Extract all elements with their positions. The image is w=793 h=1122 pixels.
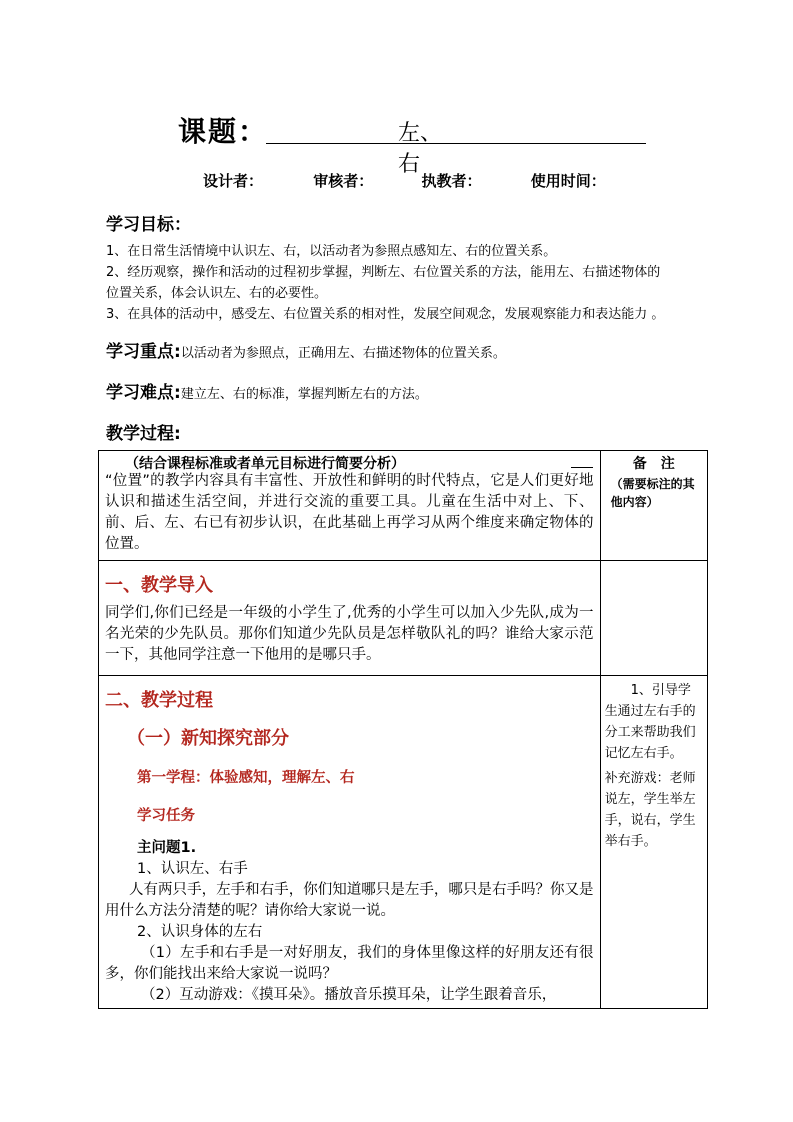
- executor-label: 执教者：: [421, 172, 482, 190]
- section1-heading: （一）新知探究部分: [127, 728, 289, 749]
- title-value: 左、右: [398, 121, 443, 177]
- analysis-row: [99, 451, 708, 561]
- step-line-1: 1、认识左、右手: [137, 861, 248, 877]
- objective-item: 位置关系，体会认识左、右的必要性。: [106, 286, 328, 301]
- difficulty: [106, 378, 428, 405]
- remark-title: 备 注: [632, 456, 675, 472]
- note-2: 补充游戏：老师说左，学生举左手，说右，学生举右手。: [604, 771, 696, 849]
- process-row: [99, 676, 708, 1009]
- task-heading: 学习任务: [137, 808, 195, 824]
- process-heading: 教学过程:: [106, 424, 181, 444]
- intro-text: 同学们,你们已经是一年级的小学生了,优秀的小学生可以加入少先队,成为一名光荣的少先队员。那你们知道少先队员是怎样敬队礼的吗？谁给大家示范一下，其他同学注意一下他用的是哪只手。: [105, 605, 594, 663]
- difficulty-heading: 学习难点:: [106, 383, 181, 403]
- remark-header-cell: [600, 451, 707, 561]
- key-points: [106, 337, 506, 364]
- key-points-text: 以活动者为参照点，正确用左、右描述物体的位置关系。: [180, 346, 506, 361]
- step-line-3: 2、认识身体的左右: [137, 924, 263, 940]
- step-line-5: （2）互动游戏：《摸耳朵》。播放音乐摸耳朵，让学生跟着音乐，: [141, 987, 557, 1003]
- step-line-4: （1）左手和右手是一对好朋友，我们的身体里像这样的好朋友还有很多，你们能找出来给大家说一说吗？: [105, 945, 594, 982]
- reviewer-label: 审核者：: [313, 172, 374, 190]
- title-label: 课题：: [178, 115, 269, 148]
- blank-line: [571, 467, 593, 468]
- intro-row: [99, 561, 708, 676]
- intro-heading: 一、教学导入: [105, 575, 213, 596]
- objectives-list: [106, 241, 706, 325]
- analysis-cell: [99, 451, 601, 561]
- objective-item: 1、在日常生活情境中认识左、右，以活动者为参照点感知左、右的位置关系。: [106, 244, 557, 259]
- note-1: 1、引导学生通过左右手的分工来帮助我们记忆左右手。: [604, 683, 696, 761]
- analysis-title: （结合课程标准或者单元目标进行简要分析）: [125, 456, 405, 472]
- question1-label: 主问题1.: [137, 840, 197, 856]
- step-line-2: 人有两只手，左手和右手，你们知道哪只是左手，哪只是右手吗？你又是用什么方法分清楚的呢？请你给大家说一说。: [105, 882, 594, 919]
- time-label: 使用时间：: [530, 172, 606, 190]
- remark-subtitle: （需要标注的其他内容）: [610, 477, 695, 509]
- objective-item: 2、经历观察，操作和活动的过程初步掌握，判断左、右位置关系的方法，能用左、右描述物体的: [106, 265, 661, 280]
- intro-cell: [99, 561, 601, 676]
- analysis-title-wrap: [99, 451, 600, 471]
- objectives-heading: 学习目标：: [106, 215, 191, 235]
- analysis-text: “位置”的教学内容具有丰富性、开放性和鲜明的时代特点，它是人们更好地认识和描述生活空间，并进行交流的重要工具。儿童在生活中对上、下、前、后、左、右已有初步认识，在此基础上再学习从两个维度来确定物体的位置。: [105, 473, 594, 552]
- designer-label: 设计者：: [203, 172, 264, 190]
- difficulty-text: 建立左、右的标准，掌握判断左右的方法。: [180, 387, 428, 402]
- meta-line: [203, 170, 606, 191]
- title-underline: [266, 143, 646, 144]
- process-section-heading: 二、教学过程: [105, 690, 213, 711]
- title-row: [178, 110, 443, 177]
- process-cell: [99, 676, 601, 1009]
- lesson-table: [98, 450, 708, 1009]
- step1-heading: 第一学程：体验感知，理解左、右: [137, 770, 355, 786]
- objective-item: 3、在具体的活动中，感受左、右位置关系的相对性，发展空间观念，发展观察能力和表达能力 。: [106, 307, 665, 322]
- process-note-cell: [600, 676, 707, 1009]
- key-points-heading: 学习重点:: [106, 342, 181, 362]
- intro-note-cell: [600, 561, 707, 676]
